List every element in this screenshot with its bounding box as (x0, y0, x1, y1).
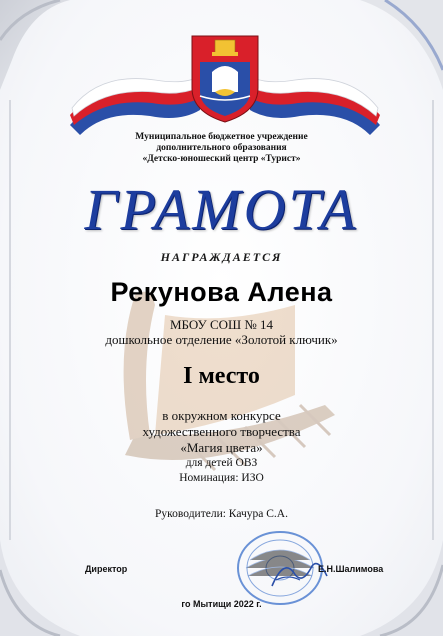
director-name: Е.Н.Шалимова (318, 564, 384, 574)
official-stamp (232, 528, 332, 608)
place-award: I место (183, 363, 260, 389)
org-line-2: дополнительного образования (156, 143, 287, 153)
contest-line-3: «Магия цвета» (180, 440, 263, 455)
org-line-1: Муниципальное бюджетное учреждение (135, 132, 308, 142)
contest-line-2: художественного творчества (142, 424, 301, 439)
organization-name (0, 132, 443, 165)
director-label: Директор (85, 564, 128, 574)
coat-of-arms-icon (192, 36, 258, 122)
awarded-label: НАГРАЖДАЕТСЯ (160, 250, 283, 264)
recipient-school: МБОУ СОШ № 14 (169, 317, 274, 332)
contest-nomination: Номинация: ИЗО (179, 472, 264, 484)
org-line-3: «Детско-юношеский центр «Турист» (142, 154, 301, 164)
certificate-title: ГРАМОТА (84, 177, 359, 242)
recipient-department: дошкольное отделение «Золотой ключик» (105, 332, 338, 347)
recipient-name: Рекунова Алена (110, 277, 333, 307)
contest-line-1: в окружном конкурсе (162, 408, 281, 423)
flag-ribbon-emblem (60, 30, 390, 140)
contest-line-4: для детей ОВЗ (185, 457, 258, 469)
city-year: го Мытищи 2022 г. (181, 599, 262, 609)
supervisor: Руководители: Качура С.А. (155, 508, 288, 520)
